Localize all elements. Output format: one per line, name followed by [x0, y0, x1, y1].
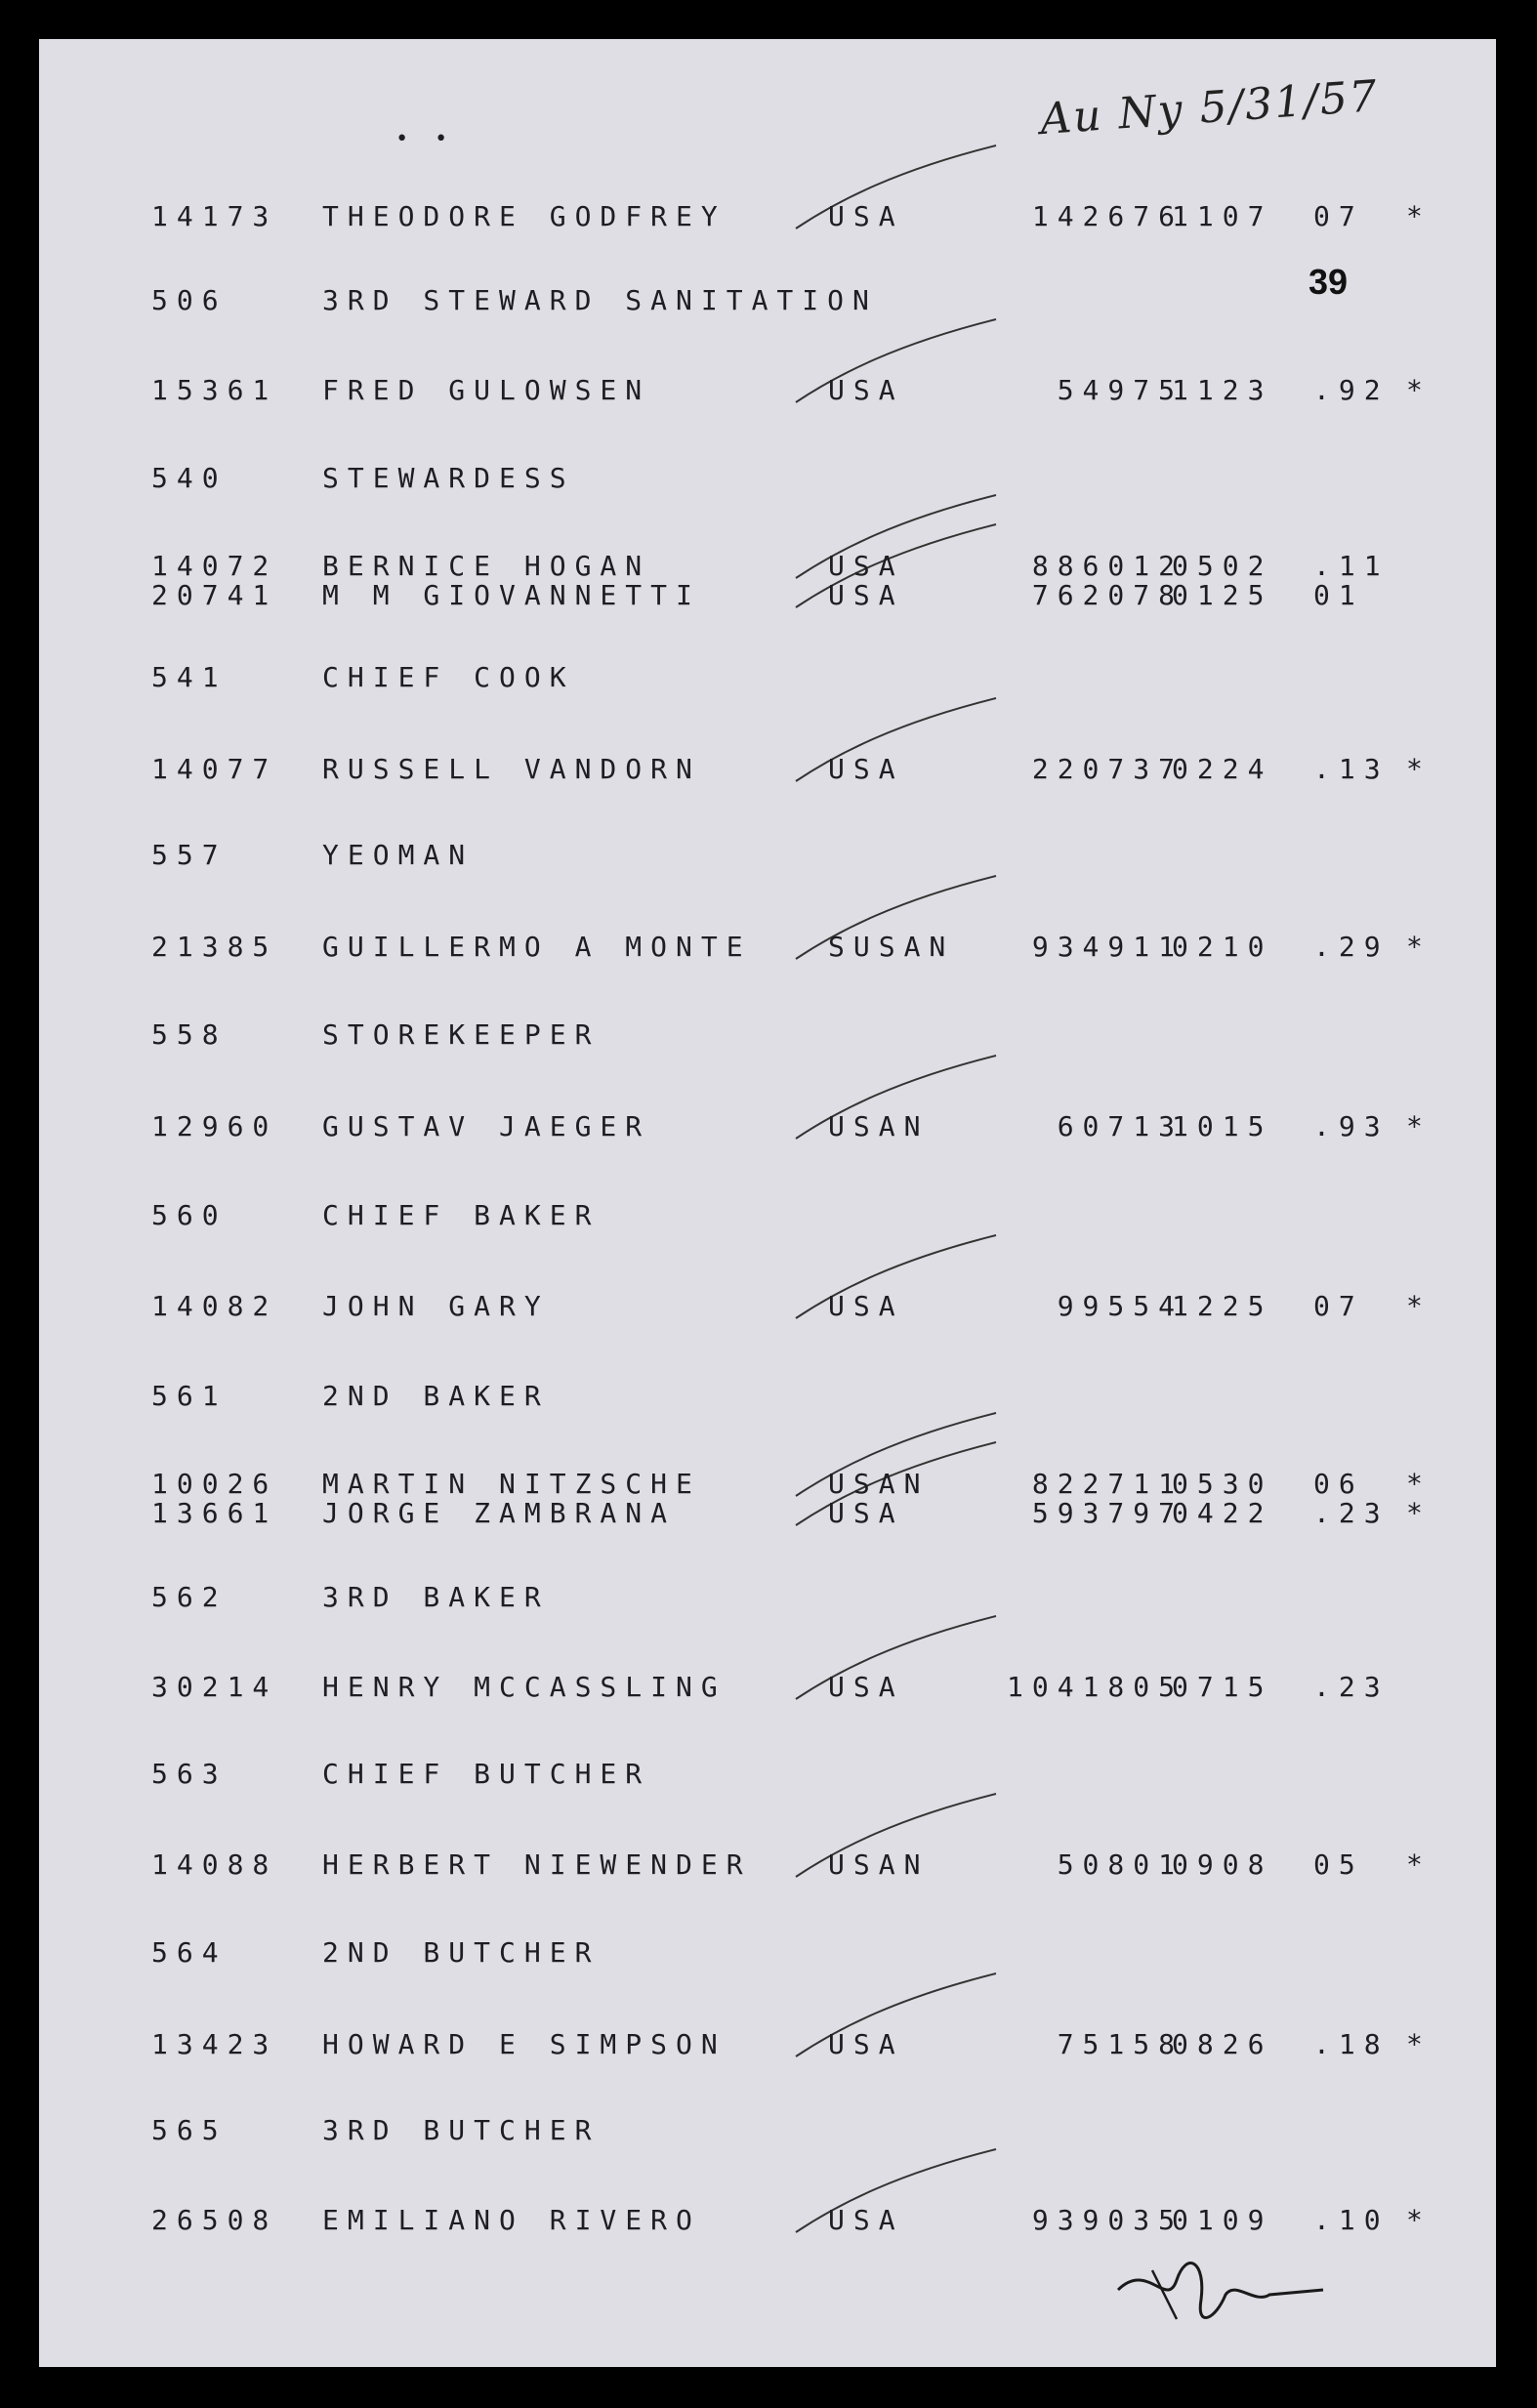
date-code: 0530 [1172, 1468, 1273, 1500]
section-title: CHIEF BAKER [322, 1199, 601, 1231]
citizenship: USA [828, 374, 904, 406]
crew-name: THEODORE GODFREY [322, 200, 727, 232]
crew-entry-row [39, 1287, 1496, 1326]
section-title: STEWARDESS [322, 462, 575, 494]
section-code: 561 [151, 1380, 228, 1412]
crew-entry-row [39, 2025, 1496, 2064]
document-number: 593797 [1031, 1497, 1184, 1529]
fraction-code: .10 [1313, 2204, 1390, 2236]
asterisk-mark: * [1406, 1290, 1432, 1322]
fraction-code: 06 [1313, 1468, 1364, 1500]
handwritten-date-note: Au Ny 5/31/57 [1038, 70, 1381, 145]
entry-number: 21385 [151, 931, 278, 963]
crew-entry-row [39, 1494, 1496, 1533]
signature-mark [1108, 2251, 1333, 2339]
fraction-code: 07 [1313, 1290, 1364, 1322]
citizenship: SUSAN [828, 931, 955, 963]
crew-entry-row [39, 2201, 1496, 2240]
section-header [39, 836, 1496, 875]
section-title: CHIEF COOK [322, 661, 575, 693]
fraction-code: .92 [1313, 374, 1390, 406]
document-number: 54975 [1057, 374, 1184, 406]
section-header [39, 1016, 1496, 1055]
fraction-code: .13 [1313, 753, 1390, 785]
citizenship: USA [828, 2204, 904, 2236]
date-code: 0210 [1172, 931, 1273, 963]
document-number: 142676 [1031, 200, 1184, 232]
section-header [39, 1755, 1496, 1794]
citizenship: USAN [828, 1468, 930, 1500]
entry-number: 14173 [151, 200, 278, 232]
document-number: 60713 [1057, 1110, 1184, 1142]
entry-number: 14088 [151, 1848, 278, 1881]
section-code: 540 [151, 462, 228, 494]
fraction-code: 07 [1313, 200, 1364, 232]
section-code: 562 [151, 1581, 228, 1613]
citizenship: USA [828, 2028, 904, 2060]
crew-entry-row [39, 928, 1496, 967]
citizenship: USA [828, 200, 904, 232]
section-header [39, 1578, 1496, 1617]
section-header [39, 1377, 1496, 1416]
crew-name: RUSSELL VANDORN [322, 753, 701, 785]
crew-entry-row [39, 197, 1496, 236]
asterisk-mark: * [1406, 1848, 1432, 1881]
crew-name: MARTIN NITZSCHE [322, 1468, 701, 1500]
document-page [39, 39, 1496, 2367]
asterisk-mark: * [1406, 200, 1432, 232]
ink-dot: • [395, 127, 409, 151]
entry-number: 10026 [151, 1468, 278, 1500]
document-number: 220737 [1031, 753, 1184, 785]
citizenship: USA [828, 550, 904, 582]
crew-name: GUILLERMO A MONTE [322, 931, 752, 963]
section-code: 557 [151, 839, 228, 871]
section-header [39, 2111, 1496, 2150]
entry-number: 14072 [151, 550, 278, 582]
citizenship: USA [828, 1671, 904, 1703]
citizenship: USAN [828, 1110, 930, 1142]
entry-number: 12960 [151, 1110, 278, 1142]
crew-entry-row [39, 750, 1496, 789]
crew-entry-row [39, 1846, 1496, 1885]
date-code: 0826 [1172, 2028, 1273, 2060]
section-title: 3RD STEWARD SANITATION [322, 284, 878, 316]
document-number: 50801 [1057, 1848, 1184, 1881]
date-code: 0125 [1172, 579, 1273, 611]
section-header [39, 1933, 1496, 1972]
document-number: 939035 [1031, 2204, 1184, 2236]
entry-number: 15361 [151, 374, 278, 406]
section-header [39, 1196, 1496, 1235]
crew-name: HOWARD E SIMPSON [322, 2028, 727, 2060]
entry-number: 26508 [151, 2204, 278, 2236]
document-number: 1041805 [1006, 1671, 1184, 1703]
section-title: 3RD BUTCHER [322, 2114, 601, 2146]
crew-name: FRED GULOWSEN [322, 374, 651, 406]
crew-name: HERBERT NIEWENDER [322, 1848, 752, 1881]
crew-name: EMILIANO RIVERO [322, 2204, 701, 2236]
section-title: STOREKEEPER [322, 1018, 601, 1051]
crew-entry-row [39, 1668, 1496, 1707]
crew-name: JORGE ZAMBRANA [322, 1497, 677, 1529]
document-number: 822711 [1031, 1468, 1184, 1500]
date-code: 0715 [1172, 1671, 1273, 1703]
crew-name: BERNICE HOGAN [322, 550, 651, 582]
asterisk-mark: * [1406, 2028, 1432, 2060]
section-header [39, 281, 1496, 320]
fraction-code: .23 [1313, 1671, 1390, 1703]
date-code: 1015 [1172, 1110, 1273, 1142]
date-code: 1123 [1172, 374, 1273, 406]
fraction-code: 05 [1313, 1848, 1364, 1881]
asterisk-mark: * [1406, 1110, 1432, 1142]
document-number: 75158 [1057, 2028, 1184, 2060]
date-code: 0109 [1172, 2204, 1273, 2236]
section-title: YEOMAN [322, 839, 475, 871]
fraction-code: .93 [1313, 1110, 1390, 1142]
entry-number: 30214 [151, 1671, 278, 1703]
crew-entry-row [39, 371, 1496, 410]
section-code: 560 [151, 1199, 228, 1231]
date-code: 0502 [1172, 550, 1273, 582]
crew-name: JOHN GARY [322, 1290, 550, 1322]
entry-number: 14077 [151, 753, 278, 785]
asterisk-mark: * [1406, 374, 1432, 406]
section-title: CHIEF BUTCHER [322, 1758, 651, 1790]
date-code: 0422 [1172, 1497, 1273, 1529]
date-code: 1225 [1172, 1290, 1273, 1322]
fraction-code: .23 [1313, 1497, 1390, 1529]
section-code: 558 [151, 1018, 228, 1051]
document-number: 762078 [1031, 579, 1184, 611]
fraction-code: .29 [1313, 931, 1390, 963]
entry-number: 14082 [151, 1290, 278, 1322]
crew-name: HENRY MCCASSLING [322, 1671, 727, 1703]
crew-name: GUSTAV JAEGER [322, 1110, 651, 1142]
date-code: 0224 [1172, 753, 1273, 785]
date-code: 1107 [1172, 200, 1273, 232]
fraction-code: .11 [1313, 550, 1390, 582]
document-number: 934911 [1031, 931, 1184, 963]
crew-entry-row [39, 576, 1496, 615]
asterisk-mark: * [1406, 753, 1432, 785]
section-title: 2ND BUTCHER [322, 1936, 601, 1969]
asterisk-mark: * [1406, 931, 1432, 963]
section-code: 563 [151, 1758, 228, 1790]
page-number-stamp: 39 [1309, 262, 1349, 302]
section-title: 3RD BAKER [322, 1581, 550, 1613]
entry-number: 20741 [151, 579, 278, 611]
entry-number: 13423 [151, 2028, 278, 2060]
citizenship: USA [828, 1290, 904, 1322]
entry-number: 13661 [151, 1497, 278, 1529]
section-code: 541 [151, 661, 228, 693]
ink-dot: • [435, 127, 448, 151]
document-number: 886012 [1031, 550, 1184, 582]
section-code: 506 [151, 284, 228, 316]
section-title: 2ND BAKER [322, 1380, 550, 1412]
section-header [39, 459, 1496, 498]
section-header [39, 658, 1496, 697]
asterisk-mark: * [1406, 1497, 1432, 1529]
document-number: 99554 [1057, 1290, 1184, 1322]
citizenship: USA [828, 753, 904, 785]
fraction-code: .18 [1313, 2028, 1390, 2060]
crew-entry-row [39, 1107, 1496, 1146]
fraction-code: 01 [1313, 579, 1364, 611]
date-code: 0908 [1172, 1848, 1273, 1881]
citizenship: USA [828, 1497, 904, 1529]
citizenship: USAN [828, 1848, 930, 1881]
section-code: 564 [151, 1936, 228, 1969]
asterisk-mark: * [1406, 2204, 1432, 2236]
crew-name: M M GIOVANNETTI [322, 579, 701, 611]
citizenship: USA [828, 579, 904, 611]
asterisk-mark: * [1406, 1468, 1432, 1500]
section-code: 565 [151, 2114, 228, 2146]
